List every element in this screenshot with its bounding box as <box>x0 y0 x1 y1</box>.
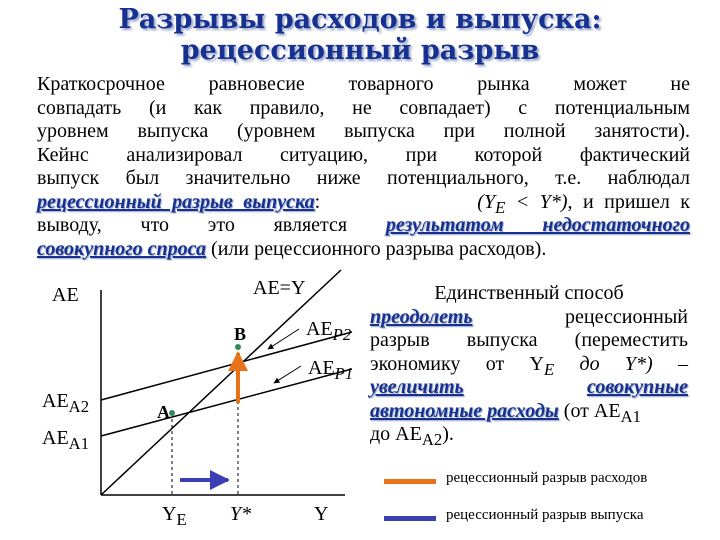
term-overcome: преодолеть <box>370 305 473 328</box>
formula-start: (Y <box>477 190 496 213</box>
term-increase: увеличить <box>370 376 464 398</box>
point-a-label: A <box>157 402 170 422</box>
aep2-sub: P2 <box>332 325 352 344</box>
side-text: до Y*) – <box>554 352 688 375</box>
term-recession-output-gap: рецессионный разрыв выпуска <box>37 190 315 213</box>
point-b-label: B <box>234 324 247 344</box>
paragraph-line: Краткосрочное равновесие товарного рынка может не <box>37 73 690 95</box>
aep2-pointer <box>268 329 299 349</box>
aea2-main: AE <box>42 390 69 412</box>
paragraph-text: (или рецессионного разрыва расходов). <box>206 237 547 260</box>
aea1-main: AE <box>42 427 69 449</box>
side-text: рецессионный <box>565 305 688 328</box>
title-line-2: рецессионный разрыв <box>180 35 540 66</box>
formula-sub: E <box>495 197 506 217</box>
aep1-main: AE <box>308 357 335 379</box>
paragraph-line: выпуск был значительно ниже потенциального, т.е. наблюдал <box>37 167 690 189</box>
side-sub: A1 <box>620 406 641 426</box>
x-axis-label: Y <box>314 503 329 525</box>
term-aggregate: совокупные <box>586 376 688 398</box>
aea2-label <box>42 390 89 418</box>
legend-spending-swatch <box>384 479 436 484</box>
aea1-sub: A1 <box>68 434 90 453</box>
side-line: разрыв выпуска (переместить <box>370 329 688 351</box>
legend-spending-text: рецессионный разрыв расходов <box>446 470 648 486</box>
side-text: ). <box>442 423 454 445</box>
paragraph-line: совпадать (и как правило, не совпадает) с потенциальным <box>37 96 690 119</box>
ye-sub: E <box>176 510 187 529</box>
paragraph-line: уровнем выпуска (уровнем выпуска при полной занятости). <box>37 120 690 142</box>
aep1-label <box>308 357 353 385</box>
legend-output-swatch <box>384 516 436 521</box>
side-line: Единственный способ <box>434 282 624 304</box>
side-sub: A2 <box>421 430 443 449</box>
title-line-1: Разрывы расходов и выпуска: <box>118 4 602 35</box>
aep2-main: AE <box>306 318 333 340</box>
side-sub: E <box>543 359 555 379</box>
side-text: (от AE <box>558 399 621 422</box>
colon: : <box>314 190 321 213</box>
side-text: экономику от Y <box>370 352 544 375</box>
legend-output-text: рецессионный разрыв выпуска <box>446 507 644 523</box>
term-aggregate-demand: совокупного спроса <box>37 237 207 260</box>
ye-main: Y <box>162 503 177 525</box>
term-autonomous-spending: автономные расходы <box>370 399 559 422</box>
x-label-ye <box>162 503 187 531</box>
x-label-ystar: Y* <box>230 503 252 525</box>
paragraph-line: Кейнс анализировал ситуацию, при которой фактический <box>37 143 690 166</box>
aea1-label <box>42 427 89 455</box>
y-axis-label: AE <box>52 284 79 306</box>
aep1-pointer <box>274 366 301 383</box>
line-45-label: AE=Y <box>253 277 306 299</box>
term-result-insufficient: результатом недостаточного <box>385 214 690 236</box>
paragraph-text: выводу, что это является <box>37 214 348 236</box>
line-45-degree <box>101 270 341 495</box>
aep1-sub: P1 <box>334 364 354 383</box>
formula-end: < Y*) <box>505 190 568 213</box>
paragraph-tail: , и пришел к <box>567 190 691 213</box>
side-text: до AE <box>370 423 422 445</box>
aea2-sub: A2 <box>68 397 90 416</box>
aep2-label <box>306 318 351 346</box>
